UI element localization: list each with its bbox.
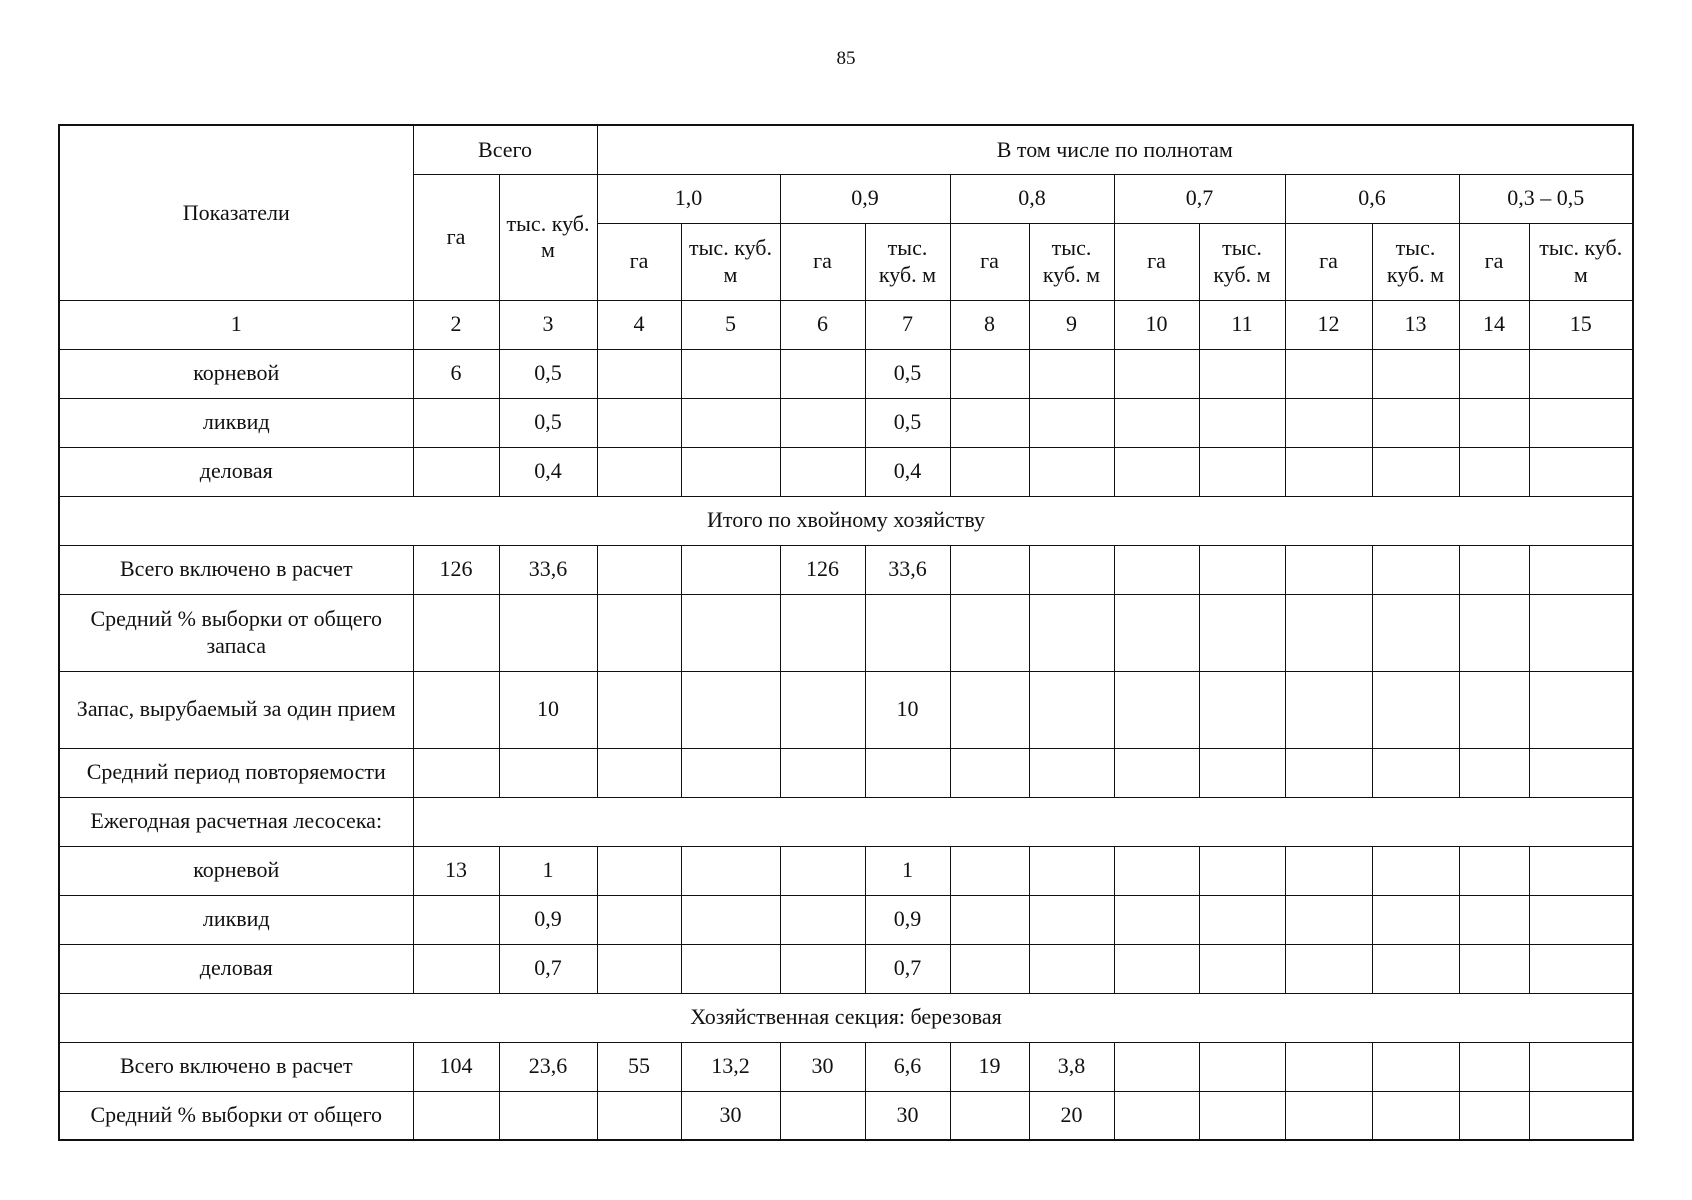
table-cell	[1199, 447, 1285, 496]
table-cell	[413, 1091, 499, 1140]
table-cell: 0,5	[499, 398, 597, 447]
table-cell	[1114, 349, 1199, 398]
row-label: Средний % выборки от общего	[59, 1091, 413, 1140]
table-cell	[950, 1091, 1029, 1140]
table-cell: 30	[780, 1042, 865, 1091]
table-cell	[1459, 748, 1529, 797]
table-cell: 0,7	[865, 944, 950, 993]
column-number: 4	[597, 300, 681, 349]
column-number: 1	[59, 300, 413, 349]
header-density: 0,8	[950, 174, 1114, 223]
header-density: 0,7	[1114, 174, 1285, 223]
table-cell	[1029, 594, 1114, 671]
table-cell: 10	[865, 671, 950, 748]
header-unit-volume: тыс. куб. м	[1029, 223, 1114, 300]
table-cell	[780, 447, 865, 496]
table-cell: 104	[413, 1042, 499, 1091]
table-row	[59, 671, 1633, 748]
table-cell	[950, 594, 1029, 671]
section-title: Итого по хвойному хозяйству	[59, 496, 1633, 545]
table-cell	[1285, 671, 1372, 748]
table-cell	[681, 447, 780, 496]
table-cell: 30	[681, 1091, 780, 1140]
table-cell: 3,8	[1029, 1042, 1114, 1091]
table-cell	[865, 748, 950, 797]
table-cell	[413, 447, 499, 496]
header-unit-ha: га	[1285, 223, 1372, 300]
row-label: корневой	[59, 846, 413, 895]
table-cell	[950, 398, 1029, 447]
table-cell	[1199, 846, 1285, 895]
table-cell	[1114, 447, 1199, 496]
table-cell	[1459, 398, 1529, 447]
header-unit-volume: тыс. куб. м	[1372, 223, 1459, 300]
table-cell: 126	[780, 545, 865, 594]
row-label: Средний период повторяемости	[59, 748, 413, 797]
table-cell	[1029, 349, 1114, 398]
table-cell	[780, 398, 865, 447]
column-number: 15	[1529, 300, 1633, 349]
table-cell	[780, 944, 865, 993]
table-cell	[780, 1091, 865, 1140]
table-cell	[597, 447, 681, 496]
table-cell	[780, 748, 865, 797]
table-cell	[1529, 944, 1633, 993]
table-cell	[1372, 1091, 1459, 1140]
column-number: 7	[865, 300, 950, 349]
table-cell	[1372, 846, 1459, 895]
table-cell	[597, 944, 681, 993]
table-cell	[950, 944, 1029, 993]
column-number: 11	[1199, 300, 1285, 349]
table-cell	[681, 594, 780, 671]
table-cell	[597, 398, 681, 447]
table-cell	[1529, 1091, 1633, 1140]
table-cell	[597, 846, 681, 895]
table-cell	[780, 671, 865, 748]
table-cell	[1459, 944, 1529, 993]
table-cell	[1029, 545, 1114, 594]
table-cell	[950, 895, 1029, 944]
header-indicators: Показатели	[59, 125, 413, 300]
table-cell	[1285, 594, 1372, 671]
table-cell	[597, 748, 681, 797]
header-density: 0,3 – 0,5	[1459, 174, 1633, 223]
row-label: корневой	[59, 349, 413, 398]
table-cell: 55	[597, 1042, 681, 1091]
table-cell	[681, 895, 780, 944]
table-cell	[1199, 349, 1285, 398]
table-cell	[1285, 1091, 1372, 1140]
table-cell	[1199, 944, 1285, 993]
row-label: Всего включено в расчет	[59, 545, 413, 594]
table-cell	[1459, 349, 1529, 398]
row-label: Запас, вырубаемый за один прием	[59, 671, 413, 748]
table-cell: 0,9	[499, 895, 597, 944]
table-cell	[413, 671, 499, 748]
header-density: 0,6	[1285, 174, 1459, 223]
table-cell	[1459, 671, 1529, 748]
table-row	[59, 545, 1633, 594]
table-cell	[1114, 545, 1199, 594]
section-title: Хозяйственная секция: березовая	[59, 993, 1633, 1042]
table-cell	[1114, 944, 1199, 993]
subheader-row	[59, 797, 1633, 846]
table-cell	[1285, 1042, 1372, 1091]
table-cell	[681, 846, 780, 895]
table-cell: 30	[865, 1091, 950, 1140]
table-cell	[1372, 594, 1459, 671]
table-cell	[681, 349, 780, 398]
table-cell	[681, 944, 780, 993]
table-cell	[1199, 748, 1285, 797]
table-cell	[597, 671, 681, 748]
table-cell	[1114, 1091, 1199, 1140]
header-unit-ha: га	[597, 223, 681, 300]
row-label: деловая	[59, 447, 413, 496]
table-cell	[1459, 1091, 1529, 1140]
table-cell	[1029, 398, 1114, 447]
table-cell	[1372, 349, 1459, 398]
table-cell: 33,6	[865, 545, 950, 594]
column-number: 2	[413, 300, 499, 349]
table-cell	[1529, 545, 1633, 594]
table-cell	[1199, 1091, 1285, 1140]
table-cell: 19	[950, 1042, 1029, 1091]
table-cell: 0,7	[499, 944, 597, 993]
column-number-row	[59, 300, 1633, 349]
table-cell: 20	[1029, 1091, 1114, 1140]
header-unit-volume: тыс. куб. м	[681, 223, 780, 300]
table-cell	[1199, 398, 1285, 447]
empty-span-cell	[413, 797, 1633, 846]
table-cell	[499, 748, 597, 797]
table-cell	[1372, 944, 1459, 993]
header-total: Всего	[413, 125, 597, 174]
column-number: 5	[681, 300, 780, 349]
table-cell	[1114, 1042, 1199, 1091]
forest-yield-table	[58, 124, 1634, 1141]
table-cell	[1529, 398, 1633, 447]
table-cell	[1372, 545, 1459, 594]
table-cell	[1529, 895, 1633, 944]
table-cell	[1199, 895, 1285, 944]
table-cell: 126	[413, 545, 499, 594]
table-cell	[597, 1091, 681, 1140]
column-number: 14	[1459, 300, 1529, 349]
table-cell	[1372, 671, 1459, 748]
table-row	[59, 398, 1633, 447]
table-cell	[950, 671, 1029, 748]
header-total-ha: га	[413, 174, 499, 300]
table-cell	[1199, 545, 1285, 594]
header-unit-ha: га	[780, 223, 865, 300]
table-cell: 23,6	[499, 1042, 597, 1091]
table-cell: 0,4	[499, 447, 597, 496]
row-label: Ежегодная расчетная лесосека:	[59, 797, 413, 846]
table-cell	[865, 594, 950, 671]
table-cell: 0,5	[865, 349, 950, 398]
table-cell	[1029, 944, 1114, 993]
table-cell	[1285, 545, 1372, 594]
table-cell	[1285, 748, 1372, 797]
table-cell	[1285, 895, 1372, 944]
row-label: ликвид	[59, 398, 413, 447]
table-cell	[1199, 594, 1285, 671]
table-cell	[1285, 447, 1372, 496]
page-number: 85	[836, 48, 856, 69]
table-cell	[950, 349, 1029, 398]
table-cell	[1459, 545, 1529, 594]
table-row	[59, 944, 1633, 993]
table-cell: 10	[499, 671, 597, 748]
table-cell	[1114, 671, 1199, 748]
header-unit-volume: тыс. куб. м	[1529, 223, 1633, 300]
table-cell	[1029, 846, 1114, 895]
table-cell	[1529, 1042, 1633, 1091]
row-label: Средний % выборки от общего запаса	[59, 594, 413, 671]
table-cell	[1529, 447, 1633, 496]
table-cell	[950, 748, 1029, 797]
table-cell: 0,4	[865, 447, 950, 496]
table-cell	[1029, 895, 1114, 944]
table-cell	[1459, 447, 1529, 496]
column-number: 6	[780, 300, 865, 349]
header-unit-volume: тыс. куб. м	[865, 223, 950, 300]
table-cell	[1114, 594, 1199, 671]
table-cell	[1285, 846, 1372, 895]
table-cell	[597, 594, 681, 671]
table-cell	[597, 895, 681, 944]
table-cell	[1529, 671, 1633, 748]
table-row	[59, 447, 1633, 496]
table-cell	[950, 545, 1029, 594]
table-cell	[1529, 846, 1633, 895]
row-label: деловая	[59, 944, 413, 993]
table-cell	[1285, 349, 1372, 398]
table-cell	[780, 895, 865, 944]
table-row	[59, 846, 1633, 895]
table-cell	[1199, 1042, 1285, 1091]
table-cell	[1372, 447, 1459, 496]
column-number: 12	[1285, 300, 1372, 349]
header-density: 1,0	[597, 174, 780, 223]
table-cell	[499, 594, 597, 671]
table-cell	[1459, 594, 1529, 671]
table-cell	[1372, 748, 1459, 797]
table-body	[59, 349, 1633, 1140]
table-cell	[597, 545, 681, 594]
table-cell: 0,5	[865, 398, 950, 447]
table-cell	[597, 349, 681, 398]
table-row	[59, 1091, 1633, 1140]
table-cell	[681, 671, 780, 748]
table-cell	[780, 846, 865, 895]
table-cell	[1372, 895, 1459, 944]
table-cell	[780, 349, 865, 398]
table-row	[59, 349, 1633, 398]
section-row	[59, 496, 1633, 545]
table-cell	[1029, 748, 1114, 797]
table-cell: 0,5	[499, 349, 597, 398]
table-cell	[950, 447, 1029, 496]
table-cell	[780, 594, 865, 671]
header-unit-ha: га	[950, 223, 1029, 300]
table-cell: 1	[865, 846, 950, 895]
column-number: 8	[950, 300, 1029, 349]
table-cell	[413, 944, 499, 993]
table-row	[59, 748, 1633, 797]
table-cell	[1114, 846, 1199, 895]
table-cell: 13,2	[681, 1042, 780, 1091]
header-density: 0,9	[780, 174, 950, 223]
table-row	[59, 1042, 1633, 1091]
table-cell: 6,6	[865, 1042, 950, 1091]
table-cell	[1285, 944, 1372, 993]
table-cell: 6	[413, 349, 499, 398]
table-cell	[413, 748, 499, 797]
table-header	[59, 125, 1633, 349]
table-cell	[499, 1091, 597, 1140]
section-row	[59, 993, 1633, 1042]
table-cell	[950, 846, 1029, 895]
table-cell	[1529, 748, 1633, 797]
row-label: ликвид	[59, 895, 413, 944]
table-cell	[413, 594, 499, 671]
table-cell	[1372, 398, 1459, 447]
table-cell	[1459, 1042, 1529, 1091]
table-cell: 0,9	[865, 895, 950, 944]
header-unit-ha: га	[1114, 223, 1199, 300]
table-row	[59, 895, 1633, 944]
table-cell: 33,6	[499, 545, 597, 594]
table-cell	[681, 748, 780, 797]
header-by-density: В том числе по полнотам	[597, 125, 1633, 174]
column-number: 3	[499, 300, 597, 349]
column-number: 13	[1372, 300, 1459, 349]
table-cell	[413, 398, 499, 447]
column-number: 9	[1029, 300, 1114, 349]
table-cell: 13	[413, 846, 499, 895]
table-cell	[1529, 349, 1633, 398]
header-total-volume: тыс. куб. м	[499, 174, 597, 300]
table-cell	[413, 895, 499, 944]
table-cell	[1285, 398, 1372, 447]
table-row	[59, 594, 1633, 671]
table-cell	[681, 398, 780, 447]
table-cell	[1029, 447, 1114, 496]
row-label: Всего включено в расчет	[59, 1042, 413, 1091]
table-cell	[681, 545, 780, 594]
table-cell	[1114, 748, 1199, 797]
header-unit-volume: тыс. куб. м	[1199, 223, 1285, 300]
table-cell: 1	[499, 846, 597, 895]
table-cell	[1029, 671, 1114, 748]
table-cell	[1114, 895, 1199, 944]
header-unit-ha: га	[1459, 223, 1529, 300]
table-cell	[1114, 398, 1199, 447]
table-cell	[1459, 895, 1529, 944]
table-cell	[1459, 846, 1529, 895]
table-cell	[1529, 594, 1633, 671]
table-cell	[1372, 1042, 1459, 1091]
column-number: 10	[1114, 300, 1199, 349]
table-cell	[1199, 671, 1285, 748]
